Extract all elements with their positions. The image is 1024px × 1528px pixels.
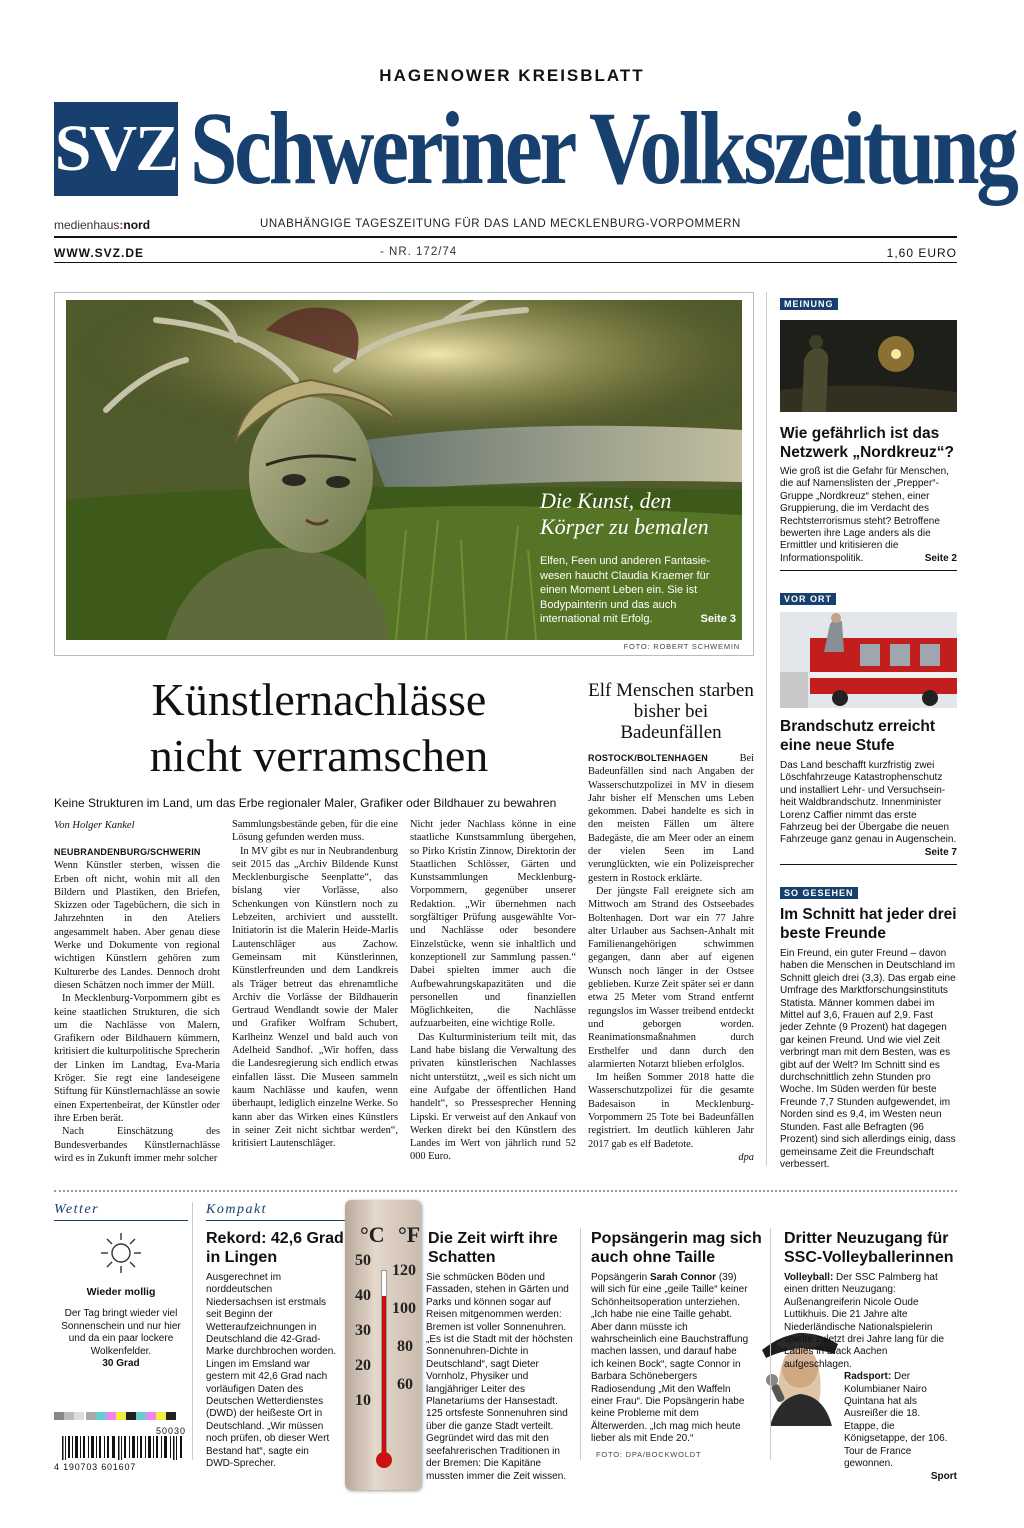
publisher-logo: medienhaus:nord (54, 218, 151, 232)
hero-headline[interactable] (540, 488, 740, 540)
hero-teaser-text: Elfen, Feen und anderen Fantasiewesen haucht Claudia Kraemer für einen Moment Leben ein. Sie ist Bodypainterin und das auch international mit Erfolg. (540, 555, 711, 625)
meinung-body: Wie groß ist die Gefahr für Menschen, die auf Namenslisten der „Prepper“-Gruppe „Nordkreuz“ stehen, einer Gruppierung, die im Verdacht des Rechtsterrorismus steht? Betroffene bewerten ihre Lage anders als die Ermittler und kritisieren die Informationspolitik. (780, 466, 949, 564)
thermo-celsius-label: °C (360, 1222, 385, 1247)
wetter-headline: Wieder mollig (86, 1286, 156, 1298)
vor-ort-label: VOR ORT (780, 593, 836, 605)
lead-headline-line2: nicht verramschen (149, 730, 489, 781)
second-dateline: ROSTOCK/BOLTENHAGEN (588, 753, 708, 763)
thermo-c-tick: 40 (355, 1287, 371, 1304)
thermo-c-tick: 50 (355, 1252, 371, 1269)
svz-logo: SVZ (54, 102, 178, 196)
kompakt-label: Kompakt (206, 1202, 268, 1217)
second-agency: dpa (738, 1151, 754, 1163)
hero-headline-line1: Die Kunst, den (540, 488, 672, 513)
lead-column-3 (410, 818, 576, 1164)
meinung-photo[interactable] (780, 320, 957, 412)
wetter-text: Der Tag bringt wieder viel Sonnenschein und nur hier und da ein paar lockere Wolkenfelder. (61, 1308, 181, 1357)
thermo-c-tick: 30 (355, 1322, 371, 1339)
tagline: UNABHÄNGIGE TAGESZEITUNG FÜR DAS LAND MECKLENBURG-VORPOMMERN (260, 218, 741, 230)
barcode (54, 1402, 186, 1472)
lead-paragraph: Sammlungsbestände geben, für die eine Lösung gefunden werden muss. (232, 819, 398, 844)
edition-title: HAGENOWER KREISBLATT (379, 66, 645, 85)
kompakt-story2-text: Sie schmücken Böden und Fassaden, stehen in Gärten und Parks und können sogar auf Reisen mitgenommen werden: Bremen ist voller Sonnenuhren. „Es ist die Stadt mit der höchsten Sonnenuhren-Dichte in Deutschland“, sagt Dieter Vornholz, Physiker und langjähriger Leiter des Planetariums der Hansestadt. 125 ortsfeste Sonnenuhren sind über die ganze Stadt verteilt. Gegründet wird das mit den seefahrerischen Traditionen in der Bremen: Die Kapitäne mussten immer die Zeit wissen. (426, 1272, 573, 1482)
vor-ort-text (780, 760, 957, 859)
kompakt-header (206, 1202, 957, 1221)
newspaper-title: Schweriner Volkszeitung (190, 91, 1016, 206)
story3-text-pre: Popsängerin (591, 1272, 650, 1283)
lead-dateline: NEUBRANDENBURG/SCHWERIN (54, 847, 201, 857)
lead-column-1 (54, 846, 220, 1165)
publisher-suffix: nord (123, 218, 151, 232)
fire-truck-illustration (780, 612, 957, 708)
second-paragraph: Der jüngste Fall ereignete sich am Mittwoch am Strand des Ostseebades Boltenhagen. Dort war ein 77 Jahre alter Urlauber aus Sachsen-Anhalt mit Familienangehörigen schwimmen gegangen, dann aber auf eigenen Wunsch noch länger in der Ostsee geblieben. Kurze Zeit später sei er dann etwa 25 Meter vom Strand entfernt regungslos im Wasser treibend entdeckt und geborgen worden. Reanimationsmaßnahmen durch Ersthelfer und dann durch den alarmierten Notarzt blieben erfolglos. (588, 885, 754, 1070)
lead-headline-line1: Künstlernachlässe (151, 674, 487, 725)
sun-icon (54, 1231, 188, 1280)
lead-paragraph: In MV gibt es nur in Neubrandenburg seit 2015 das „Archiv Bildende Kunst Mecklenburgische Seenplatte“, das bislang vier Vorlässe, also Schenkungen von Künstlern noch zu Lebzeiten, archiviert und ausstellt. Initiatorin ist die Malerin Heide-Marlis Lautenschläger aus Zachow. Gemeinsam mit Künstlerinnen, Künstlerfreunden und dem Landkreis als Träger betreut das ehrenamtliche Archiv die Vorlässe der Bildhauerin Gertraud Wendlandt sowie der Maler und Grafiker Wolfram Schubert, Karlheinz Wenzel und bald auch von Adelheid Sandhof. „Wir hoffen, dass die Landesregierung sich endlich etwas einfallen lässt. Die Museen sammeln kaum Nachlässe und kaufen, wenn überhaupt, lediglich einzelne Werke. So kann aber das Wirken eines Künstlers in seiner Zeit nicht sichtbar werden“, kritisiert Lautenschläger. (232, 845, 398, 1150)
vor-ort-headline[interactable]: Brandschutz erreicht eine neue Stufe (780, 718, 936, 754)
barcode-bars (62, 1436, 186, 1460)
vor-ort-photo[interactable] (780, 612, 957, 708)
masthead-rule (54, 236, 957, 238)
story4-lead-label2: Radsport: (844, 1371, 892, 1383)
thermo-fahrenheit-label: °F (398, 1222, 421, 1247)
column-separator (580, 1228, 581, 1460)
lead-column-2 (232, 818, 398, 1150)
barcode-addon: 50030 (155, 1426, 186, 1436)
story4-text2: Der Kolumbianer Nairo Quintana hat als Ausreißer die 18. Etappe, die Königsetappe, der 106. Tour de France gewonnen. (844, 1371, 948, 1470)
color-calibration-strip (54, 1402, 186, 1424)
masthead-rule-thin (54, 262, 957, 263)
lead-paragraph: Nicht jeder Nachlass könne in eine staatliche Kunstsammlung übergehen, so Pirko Kristin Zinnow, Direktorin der Staatlichen Schlösser, Gärten und Kunstsammlungen Mecklenburg-Vorpommern, gegenüber unserer Redaktion. „Wir übernehmen nach sorgfältiger Prüfung ausgewählte Vor- und Nachlässe oder besondere Einzelstücke, wenn sie inhaltlich und konzeptionell zur Sammlung passen.“ Dabei spielten immer auch die Aufbewahrungskapazitäten und die personellen und finanziellen Möglichkeiten, die Nachlässe aufzuarbeiten, eine wichtige Rolle. (410, 819, 576, 1030)
so-gesehen-body: Ein Freund, ein guter Freund – davon haben die Menschen in Deutschland im Schnitt gleich drei (3,3). Das ergab eine Umfrage des Marktforschungsinstituts Statista. Männer kommen dabei im Mittel auf 3,6, Frauen auf 2,9. Fast jeder Zehnte (9 Prozent) hat dagegen gar keinen Freund. Und wie viel Zeit verbringt man mit dem Besten, was es gibt auf der Welt? Im Schnitt sind es durchschnittlich zehn Stunden pro Woche. Im Süden werden für beste Freunde 7,7 Stunden aufgewendet, im Norden sind es 9,4, im Westen neun Stunden. Fast alle Befragten (96 Prozent) sind sich allerdings einig, dass gemeinsame Zeit die Freundschaft verbessert. (780, 948, 956, 1170)
meinung-headline[interactable]: Wie gefährlich ist das Netzwerk „Nordkreuz“? (780, 425, 954, 461)
column-separator (192, 1202, 193, 1460)
meinung-label: MEINUNG (780, 298, 838, 310)
thermo-c-tick: 20 (355, 1357, 371, 1374)
kompakt-story1-headline[interactable]: Rekord: 42,6 Grad in Lingen (206, 1230, 344, 1266)
story3-person: Sarah Connor (649, 1272, 717, 1283)
story4-text1: Der SSC Palmberg hat einen dritten Neuzugang: Außenangreiferin Nicole Oude Luttikhuis. Die 21 Jahre alte Niederländische Nationalspielerin spielte zuletzt drei Jahre lang für die Ladies in Black Aachen aufgeschlagen. (784, 1272, 945, 1370)
vor-ort-body: Das Land beschafft kurzfristig zwei Löschfahrzeuge Katastrophenschutz und installiert Lehr- und Versuchseinheit Waldbrandschutz. Innenminister Lorenz Caffier nimmt das erste Fahrzeug bei der Übergabe die neuen Fahrzeuge ganz genau in Augenschein. (780, 760, 957, 846)
thermometer-bulb (376, 1452, 392, 1468)
meinung-text (780, 466, 957, 565)
thermo-f-tick: 100 (392, 1300, 416, 1317)
lead-subhead: Keine Strukturen im Land, um das Erbe regionaler Maler, Grafiker oder Bildhauer zu bewahren (54, 796, 557, 810)
lead-paragraph: Das Kulturministerium teilt mit, das Land habe bislang die Verwaltung des privaten künstlerischen Nachlasses nicht unterstützt, „weil es sich nicht um eine Aufgabe der öffentlichen Hand handelt“, so Pressesprecher Henning Lipski. Er verweist auf den Ankauf von Werken direkt bei den Künstlern des Landes im Wert von jährlich rund 52 000 Euro. (410, 1031, 576, 1163)
so-gesehen-section (780, 883, 858, 901)
wetter-rule (54, 1220, 188, 1221)
issue-number: - NR. 172/74 (380, 246, 458, 258)
kompakt-story1-text: Ausgerechnet im norddeutschen Niedersachsen ist erstmals seit Beginn der Wetteraufzeichnungen in Deutschland die 42-Grad-Marke durchbrochen worden. Lingen im Emsland war gestern mit 42,6 Grad nach vorläufigen Daten des Deutschen Wetterdienstes (DWD) der heißeste Ort in Deutschland. „Wir müssen noch prüfen, ob dieser Wert Bestand hat“, sagte ein DWD-Sprecher. (206, 1272, 337, 1470)
second-headline[interactable]: Elf Menschen starben bisher bei Badeunfällen (588, 680, 754, 743)
hero-teaser (540, 554, 736, 627)
website-link[interactable]: WWW.SVZ.DE (54, 246, 144, 260)
lead-headline[interactable] (54, 672, 584, 784)
story3-text-post: (39) will sich für eine „geile Taille“ keiner Schönheitsoperation unterziehen. „Ich habe nie eine Taille gehabt. Aber dann müsste ich wahrscheinlich eine Bauchstraffung machen lassen, und darauf habe ich keinen Bock“, sagte Connor in Barbara Schönebergers Radiosendung „Mit den Waffeln einer Frau“. Die Popsängerin habe keine Probleme mit dem Älterwerden. „Ich mag mich heute lieber als mit Ende 20.“ (591, 1272, 749, 1445)
hero-photo-credit: FOTO: ROBERT SCHWEMIN (623, 642, 740, 651)
barcode-number: 4 190703 601607 (54, 1462, 137, 1472)
hero-headline-line2: Körper zu bemalen (540, 514, 709, 539)
second-paragraph: Bei Badeunfällen sind nach Angaben der Wasserschutzpolizei in MV in diesem Jahr bisher elf Menschen ums Leben gekommen. Dabei handelte es sich in den meisten Fällen um ältere Badegäste, die am Meer oder an einem der vielen Seen im Land verunglückten, wie ein Polizeisprecher gestern in Rostock erklärte. (588, 753, 754, 884)
meinung-page-ref[interactable]: Seite 2 (924, 552, 957, 564)
column-separator (766, 292, 767, 1166)
kompakt-story4-headline[interactable]: Dritter Neuzugang für SSC-Volleyballerinnen (784, 1230, 954, 1266)
story3-photo-credit: FOTO: DPA/BOCKWOLDT (596, 1450, 702, 1459)
hero-page-ref[interactable]: Seite 3 (700, 613, 736, 625)
so-gesehen-headline[interactable]: Im Schnitt hat jeder drei beste Freunde (780, 906, 957, 942)
kompakt-story2-headline[interactable]: Die Zeit wirft ihre Schatten (428, 1230, 558, 1266)
kompakt-story3-headline[interactable]: Popsängerin mag sich auch ohne Taille (591, 1230, 762, 1266)
wetter-label: Wetter (54, 1202, 100, 1217)
price: 1,60 EURO (886, 246, 957, 260)
kompakt-story4-text (784, 1272, 957, 1483)
kompakt-story3-text (591, 1272, 751, 1446)
thermo-c-tick: 10 (355, 1392, 371, 1409)
thermo-f-tick: 80 (397, 1338, 413, 1355)
publisher-prefix: medienhaus (54, 218, 120, 232)
sidebar-rule (780, 570, 957, 571)
thermo-f-tick: 120 (392, 1262, 416, 1279)
second-column (588, 752, 754, 1164)
story4-section[interactable]: Sport (930, 1470, 957, 1482)
thermometer-mercury (382, 1296, 386, 1460)
night-scene-illustration (780, 320, 957, 412)
vor-ort-page-ref[interactable]: Seite 7 (924, 846, 957, 858)
second-paragraph: Im heißen Sommer 2018 hatte die Wasserschutzpolizei für die gesamte Badesaison in Mecklenburg-Vorpommern 25 Tote bei Badeunfällen registriert. Im deutlich kühleren Jahr 2017 gab es elf Badetote. (588, 1072, 754, 1150)
section-divider (54, 1190, 957, 1192)
thermo-f-tick: 60 (397, 1376, 413, 1393)
lead-paragraph: Nach Einschätzung des Bundesverbandes Künstlernachlässe wird es in Zukunft immer mehr solcher (54, 1126, 220, 1164)
wetter-temp: 30 Grad (102, 1358, 140, 1370)
sidebar-rule (780, 864, 957, 865)
lead-paragraph: Wenn Künstler sterben, wissen die Erben oft nicht, wohin mit all den Bildern und Plastiken, den Briefen, Skizzen oder Tagebüchern, die sich in Jahrzehnten in den Ateliers angesammelt haben. Aber genau diese Werke und Dokumente von regional wichtigen Künstlern gehören zum Kulturerbe des Landes. Dennoch droht diesen Schätzen noch immer der Müll. (54, 860, 220, 991)
meinung-section (780, 294, 838, 312)
lead-paragraph: In Mecklenburg-Vorpommern gibt es keine staatlichen Strukturen, die sich um die Nachlässe von Malern, Grafikern oder Bildhauern kümmern, kritisiert die kulturpolitische Sprecherin der Linken im Landtag, Eva-Maria Kröger. Sie regt eine landeseigene Stiftung für Künstlernachlässe an sowie einen Expertenbeirat, der Künstler oder ihre Erben berät. (54, 993, 220, 1124)
story4-lead-label: Volleyball: (784, 1272, 834, 1283)
column-separator (770, 1228, 771, 1460)
kompakt-rule (206, 1220, 346, 1221)
lead-byline: Von Holger Kankel (54, 820, 135, 831)
so-gesehen-label: SO GESEHEN (780, 887, 858, 899)
vor-ort-section (780, 589, 836, 607)
wetter-box (54, 1202, 188, 1370)
